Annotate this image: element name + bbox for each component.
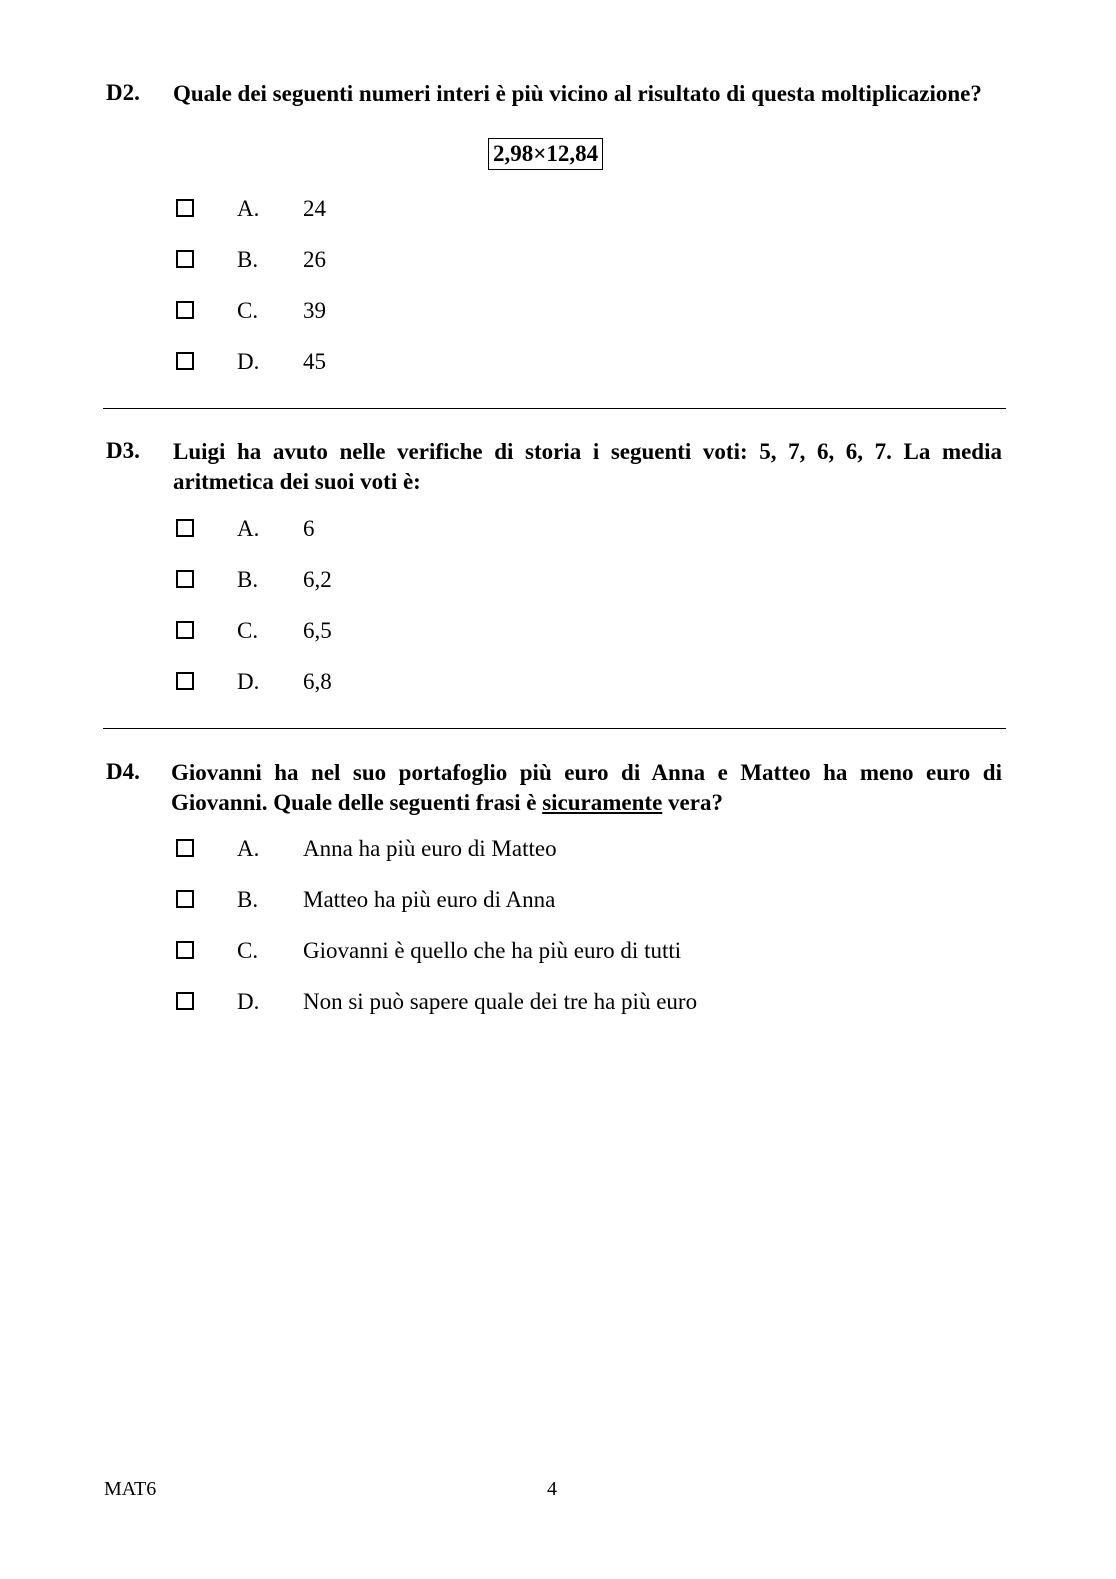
option-letter: B. [237, 567, 259, 592]
option-d3-a[interactable] [176, 516, 976, 546]
option-text: 45 [303, 349, 326, 374]
option-d2-d[interactable] [176, 349, 976, 379]
question-text-d4 [171, 758, 1002, 818]
option-d4-a[interactable] [176, 836, 976, 866]
option-text: Non si può sapere quale dei tre ha più euro [303, 989, 698, 1014]
checkbox[interactable] [176, 570, 194, 588]
checkbox[interactable] [176, 519, 194, 537]
option-letter: A. [237, 836, 260, 861]
option-letter: C. [237, 618, 259, 643]
page-number: 4 [547, 1478, 557, 1500]
option-letter: D. [237, 669, 260, 694]
checkbox[interactable] [176, 621, 194, 639]
option-d4-b[interactable] [176, 887, 976, 917]
option-text: 6 [303, 516, 315, 541]
option-letter: C. [237, 298, 259, 323]
option-d4-c[interactable] [176, 938, 976, 968]
checkbox[interactable] [176, 199, 194, 217]
option-d3-d[interactable] [176, 669, 976, 699]
multiplication-expression: 2,98×12,84 [488, 138, 603, 170]
option-letter: A. [237, 516, 260, 541]
option-text: 6,2 [303, 567, 332, 592]
option-letter: C. [237, 938, 259, 963]
option-text: 24 [303, 196, 326, 221]
checkbox[interactable] [176, 839, 194, 857]
option-text: 6,5 [303, 618, 332, 643]
checkbox[interactable] [176, 250, 194, 268]
checkbox[interactable] [176, 941, 194, 959]
option-text: 26 [303, 247, 326, 272]
option-letter: D. [237, 989, 260, 1014]
option-letter: B. [237, 887, 259, 912]
question-text-part: Giovanni ha nel suo portafoglio più euro di Anna e Matteo ha meno euro di Giovanni. Quale delle seguenti frasi è [171, 760, 1002, 815]
option-d2-b[interactable] [176, 247, 976, 277]
option-d3-b[interactable] [176, 567, 976, 597]
checkbox[interactable] [176, 890, 194, 908]
option-letter: A. [237, 196, 260, 221]
question-text-d3: Luigi ha avuto nelle verifiche di storia i seguenti voti: 5, 7, 6, 6, 7. La media aritmetica dei suoi voti è: [173, 439, 1002, 494]
option-text: Giovanni è quello che ha più euro di tutti [303, 938, 682, 963]
checkbox[interactable] [176, 992, 194, 1010]
checkbox[interactable] [176, 672, 194, 690]
option-text: Matteo ha più euro di Anna [303, 887, 556, 912]
divider [103, 728, 1006, 729]
option-text: 6,8 [303, 669, 332, 694]
question-number-d2: D2. [106, 80, 140, 105]
question-number-d4: D4. [106, 759, 140, 784]
option-d2-a[interactable] [176, 196, 976, 226]
question-text-d2: Quale dei seguenti numeri interi è più vicino al risultato di questa moltiplicazione? [173, 81, 982, 106]
question-text-part: vera? [668, 790, 723, 815]
checkbox[interactable] [176, 352, 194, 370]
option-d4-d[interactable] [176, 989, 976, 1019]
option-d3-c[interactable] [176, 618, 976, 648]
footer-code: MAT6 [104, 1478, 157, 1500]
option-d2-c[interactable] [176, 298, 976, 328]
divider [103, 408, 1006, 409]
option-text: Anna ha più euro di Matteo [303, 836, 557, 861]
emphasized-word: sicuramente [542, 790, 663, 815]
option-letter: D. [237, 349, 260, 374]
question-number-d3: D3. [106, 438, 140, 463]
checkbox[interactable] [176, 301, 194, 319]
option-text: 39 [303, 298, 326, 323]
option-letter: B. [237, 247, 259, 272]
